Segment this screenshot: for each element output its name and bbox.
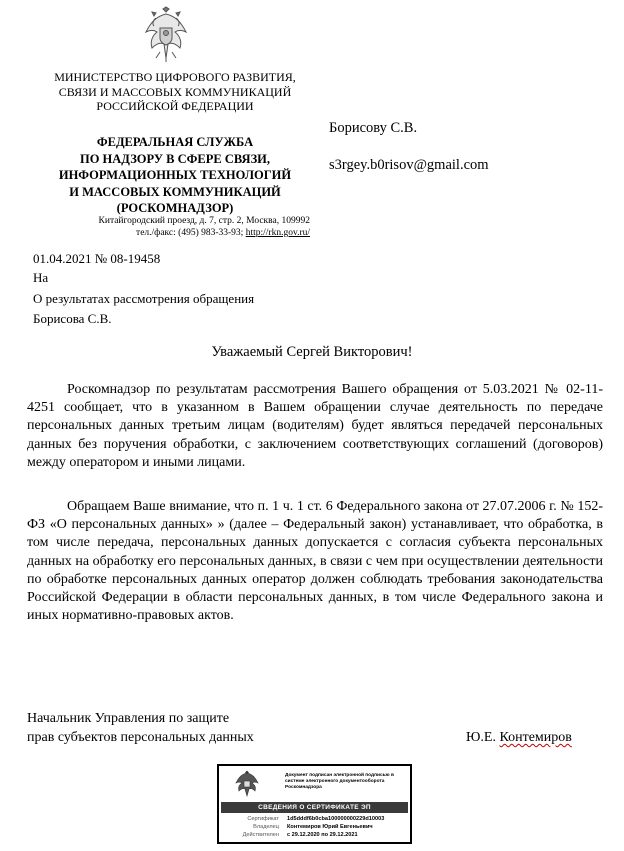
service-line: И МАССОВЫХ КОММУНИКАЦИЙ bbox=[69, 184, 281, 199]
site-link[interactable]: http://rkn.gov.ru/ bbox=[245, 228, 310, 238]
e-signature-stamp bbox=[217, 764, 412, 844]
greeting: Уважаемый Сергей Викторович! bbox=[211, 344, 413, 360]
signatory-title: прав субъектов персональных данных bbox=[27, 730, 254, 745]
stamp-row bbox=[225, 824, 408, 831]
signatory-initials: Ю.Е. bbox=[466, 730, 500, 745]
stamp-row-value: 1d5dddf6b0cba100000000229d10003 bbox=[287, 816, 385, 822]
ministry-line: МИНИСТЕРСТВО ЦИФРОВОГО РАЗВИТИЯ, bbox=[54, 70, 296, 84]
ministry-name bbox=[40, 70, 310, 114]
signatory-name bbox=[466, 730, 572, 746]
stamp-header: Документ подписан электронной подписью в системе электронного документооборота Роскомнадзора bbox=[285, 773, 394, 790]
stamp-row-label: Действителен bbox=[242, 832, 279, 838]
subject-line: О результатах рассмотрения обращения bbox=[33, 291, 255, 306]
stamp-row-label: Владелец bbox=[253, 824, 279, 830]
coat-of-arms-icon bbox=[233, 770, 261, 798]
ministry-line: РОССИЙСКОЙ ФЕДЕРАЦИИ bbox=[96, 99, 254, 113]
stamp-banner: СВЕДЕНИЯ О СЕРТИФИКАТЕ ЭП bbox=[221, 802, 408, 813]
phone-site bbox=[40, 227, 310, 239]
coat-of-arms-icon bbox=[140, 6, 192, 64]
body-paragraph: Роскомнадзор по результатам рассмотрения Вашего обращения от 5.03.2021 № 02-11-4251 сообщает, что в указанном в Вашем обращении случае деятельность по передаче персональных данных третьим лицам (водителям) будет являться передачей персональных данных без поручения обработки, с заключением соответствующих соглашений (договоров) между оператором и иными лицами. bbox=[27, 382, 603, 470]
service-name bbox=[40, 134, 310, 217]
service-line: ФЕДЕРАЛЬНАЯ СЛУЖБА bbox=[96, 135, 254, 149]
recipient-email: s3rgey.b0risov@gmail.com bbox=[329, 157, 489, 173]
signatory-surname: Контемиров bbox=[499, 730, 572, 745]
stamp-row-value: Контемиров Юрий Евгеньевич bbox=[287, 824, 373, 830]
stamp-row-label: Сертификат bbox=[247, 816, 279, 822]
service-line: ИНФОРМАЦИОННЫХ ТЕХНОЛОГИЙ bbox=[58, 168, 292, 182]
phone-fax: тел./факс: (495) 983-33-93; bbox=[136, 228, 246, 238]
recipient-name: Борисову С.В. bbox=[329, 120, 418, 136]
stamp-row bbox=[225, 816, 408, 823]
service-line: (РОСКОМНАДЗОР) bbox=[116, 201, 234, 215]
subject-line: Борисова С.В. bbox=[33, 311, 112, 326]
stamp-row-value: с 29.12.2020 по 29.12.2021 bbox=[287, 832, 358, 838]
body-paragraph: Обращаем Ваше внимание, что п. 1 ч. 1 ст. 6 Федерального закона от 27.07.2006 г. № 152-ФЗ «О персональных данных» » (далее – Федеральный закон) устанавливает, что обработка, в том числе передача, персональных данных допускается с согласия субъекта персональных данных на обработку его персональных данных, в связи с чем при осуществлении деятельности по обработке персональных данных оператор должен соблюдать требования законодательства Российской Федерации в области персональных данных, в том числе Федерального закона и иных нормативно-правовых актов. bbox=[27, 499, 603, 624]
address: Китайгородский проезд, д. 7, стр. 2, Москва, 109992 bbox=[98, 216, 310, 226]
signatory-title: Начальник Управления по защите bbox=[27, 711, 230, 726]
stamp-row bbox=[225, 832, 408, 839]
service-line: ПО НАДЗОРУ В СФЕРЕ СВЯЗИ, bbox=[79, 151, 271, 166]
letter-date-number: 01.04.2021 № 08-19458 bbox=[33, 251, 161, 266]
letterhead-contacts bbox=[40, 215, 310, 239]
ministry-line: СВЯЗИ И МАССОВЫХ КОММУНИКАЦИЙ bbox=[58, 84, 292, 99]
reply-to-label: На bbox=[33, 270, 49, 285]
